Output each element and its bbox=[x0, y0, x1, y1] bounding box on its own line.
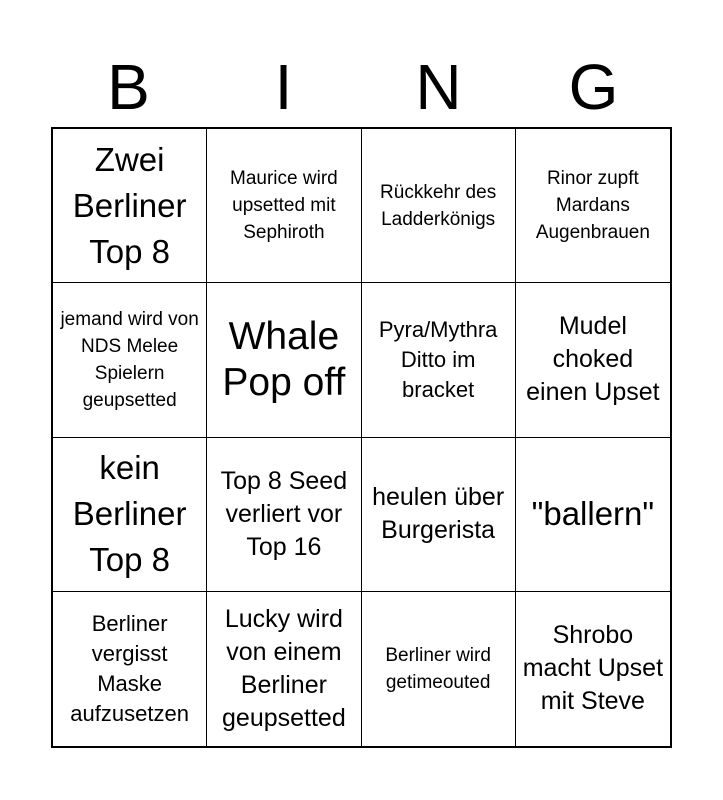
header-letter-n: N bbox=[415, 51, 462, 123]
bingo-header bbox=[51, 52, 671, 122]
bingo-cell-text: Rinor zupft Mardans Augenbrauen bbox=[535, 168, 650, 244]
bingo-cell-text: Zwei Berliner Top 8 bbox=[72, 140, 187, 270]
bingo-cell-text: kein Berliner Top 8 bbox=[72, 449, 187, 579]
bingo-cell-text: heulen über Burgerista bbox=[372, 483, 505, 545]
bingo-cell[interactable] bbox=[53, 438, 207, 592]
bingo-cell-text: Pyra/Mythra Ditto im bracket bbox=[378, 316, 498, 402]
bingo-cell-text: Mudel choked einen Upset bbox=[526, 312, 660, 407]
bingo-cell[interactable] bbox=[516, 438, 670, 592]
header-letter-g: G bbox=[568, 51, 619, 123]
bingo-cell[interactable] bbox=[53, 129, 207, 283]
bingo-cell-text: Shrobo macht Upset mit Steve bbox=[522, 621, 664, 716]
bingo-cell[interactable] bbox=[53, 283, 207, 437]
bingo-cell-text: Top 8 Seed verliert vor Top 16 bbox=[220, 466, 348, 561]
bingo-cell-text: jemand wird von NDS Melee Spielern geupsetted bbox=[60, 308, 199, 411]
bingo-cell[interactable] bbox=[53, 592, 207, 746]
bingo-cell[interactable] bbox=[516, 129, 670, 283]
bingo-cell-text: Rückkehr des Ladderkönigs bbox=[380, 181, 497, 230]
bingo-cell[interactable] bbox=[362, 592, 516, 746]
bingo-cell-text: Berliner vergisst Maske aufzusetzen bbox=[70, 610, 189, 726]
bingo-cell[interactable] bbox=[207, 283, 361, 437]
bingo-cell-text: Berliner wird getimeouted bbox=[385, 644, 491, 693]
bingo-cell[interactable] bbox=[362, 438, 516, 592]
header-letter-i: I bbox=[274, 51, 293, 123]
bingo-cell[interactable] bbox=[362, 283, 516, 437]
bingo-cell[interactable] bbox=[516, 283, 670, 437]
bingo-cell-text: "ballern" bbox=[531, 495, 655, 533]
bingo-cell[interactable] bbox=[207, 129, 361, 283]
bingo-cell-text: Maurice wird upsetted mit Sephiroth bbox=[230, 168, 338, 244]
bingo-cell[interactable] bbox=[516, 592, 670, 746]
header-letter-b: B bbox=[107, 51, 150, 123]
bingo-cell[interactable] bbox=[207, 438, 361, 592]
bingo-card-grid bbox=[51, 127, 672, 748]
bingo-cell[interactable] bbox=[362, 129, 516, 283]
bingo-cell-text: Lucky wird von einem Berliner geupsetted bbox=[222, 604, 346, 732]
bingo-cell[interactable] bbox=[207, 592, 361, 746]
bingo-cell-text: Whale Pop off bbox=[222, 314, 346, 404]
